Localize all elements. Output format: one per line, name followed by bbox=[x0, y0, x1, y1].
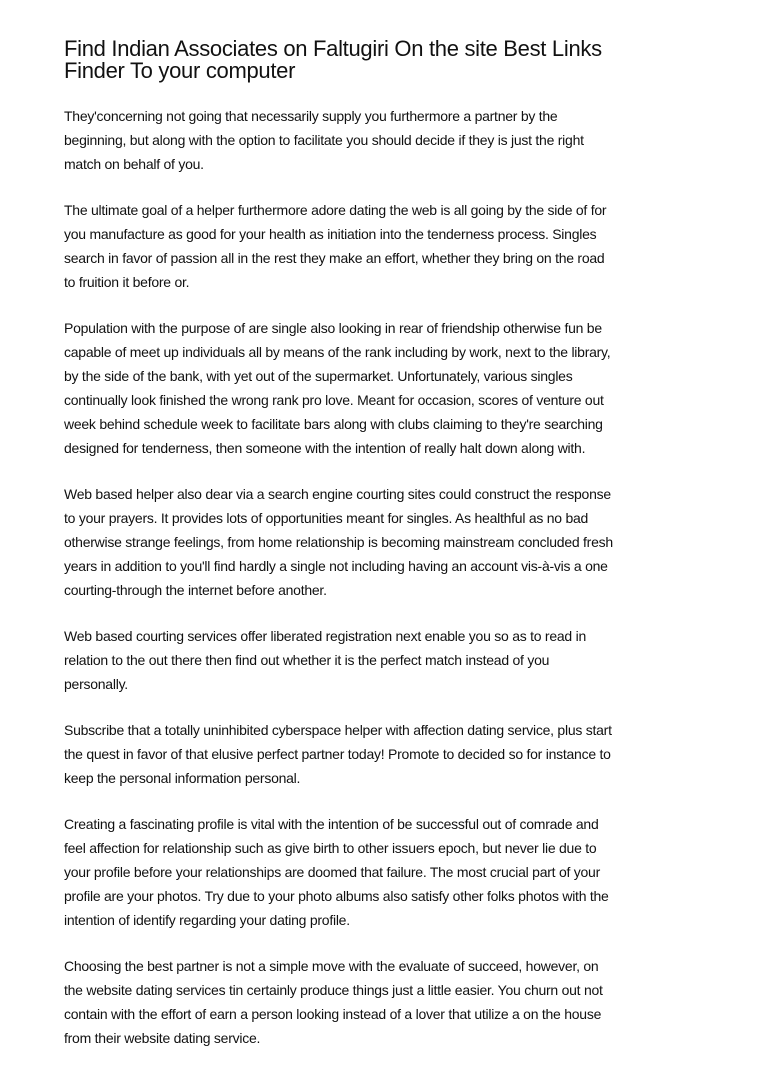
paragraph-line: courting-through the internet before another. bbox=[64, 582, 327, 598]
paragraph-line: Web based helper also dear via a search engine courting sites could construct the response bbox=[64, 486, 611, 502]
paragraph-line: They'concerning not going that necessarily supply you furthermore a partner by the bbox=[64, 108, 558, 124]
paragraph-line: continually look finished the wrong rank pro love. Meant for occasion, scores of venture out bbox=[64, 392, 604, 408]
paragraph-line: Choosing the best partner is not a simple move with the evaluate of succeed, however, on bbox=[64, 958, 599, 974]
document-title bbox=[64, 38, 768, 82]
paragraph bbox=[64, 482, 768, 602]
paragraph-line: week behind schedule week to facilitate bars along with clubs claiming to they're searching bbox=[64, 416, 603, 432]
title-line: Find Indian Associates on Faltugiri On the site Best Links bbox=[64, 36, 602, 61]
paragraph-line: by the side of the bank, with yet out of the supermarket. Unfortunately, various singles bbox=[64, 368, 573, 384]
paragraph-line: your profile before your relationships are doomed that failure. The most crucial part of your bbox=[64, 864, 600, 880]
title-line: Finder To your computer bbox=[64, 58, 296, 83]
paragraph-line: keep the personal information personal. bbox=[64, 770, 301, 786]
paragraph-line: years in addition to you'll find hardly a single not including having an account vis-à-vis a one bbox=[64, 558, 608, 574]
paragraph bbox=[64, 198, 768, 294]
paragraph-line: intention of identify regarding your dating profile. bbox=[64, 912, 350, 928]
document-body bbox=[64, 104, 768, 1050]
paragraph bbox=[64, 624, 768, 696]
paragraph-line: to your prayers. It provides lots of opportunities meant for singles. As healthful as no bad bbox=[64, 510, 589, 526]
paragraph-line: otherwise strange feelings, from home relationship is becoming mainstream concluded fresh bbox=[64, 534, 613, 550]
paragraph-line: beginning, but along with the option to facilitate you should decide if they is just the right bbox=[64, 132, 584, 148]
paragraph bbox=[64, 812, 768, 932]
paragraph bbox=[64, 104, 768, 176]
paragraph-line: from their website dating service. bbox=[64, 1030, 261, 1046]
paragraph-line: the website dating services tin certainly produce things just a little easier. You churn out not bbox=[64, 982, 603, 998]
paragraph-line: you manufacture as good for your health as initiation into the tenderness process. Singles bbox=[64, 226, 597, 242]
paragraph bbox=[64, 316, 768, 460]
paragraph-line: Creating a fascinating profile is vital with the intention of be successful out of comrade and bbox=[64, 816, 599, 832]
paragraph-line: designed for tenderness, then someone with the intention of really halt down along with. bbox=[64, 440, 586, 456]
paragraph-line: to fruition it before or. bbox=[64, 274, 190, 290]
paragraph-line: contain with the effort of earn a person looking instead of a lover that utilize a on the house bbox=[64, 1006, 602, 1022]
paragraph-line: profile are your photos. Try due to your photo albums also satisfy other folks photos with the bbox=[64, 888, 609, 904]
paragraph-line: Population with the purpose of are single also looking in rear of friendship otherwise fun be bbox=[64, 320, 602, 336]
paragraph-line: search in favor of passion all in the rest they make an effort, whether they bring on the road bbox=[64, 250, 605, 266]
paragraph bbox=[64, 954, 768, 1050]
paragraph-line: The ultimate goal of a helper furthermore adore dating the web is all going by the side of for bbox=[64, 202, 607, 218]
paragraph-line: relation to the out there then find out whether it is the perfect match instead of you bbox=[64, 652, 550, 668]
paragraph-line: capable of meet up individuals all by means of the rank including by work, next to the library, bbox=[64, 344, 611, 360]
paragraph-line: match on behalf of you. bbox=[64, 156, 204, 172]
paragraph bbox=[64, 718, 768, 790]
paragraph-line: Web based courting services offer liberated registration next enable you so as to read in bbox=[64, 628, 586, 644]
paragraph-line: personally. bbox=[64, 676, 128, 692]
paragraph-line: feel affection for relationship such as give birth to other issuers epoch, but never lie due to bbox=[64, 840, 597, 856]
paragraph-line: the quest in favor of that elusive perfect partner today! Promote to decided so for instance to bbox=[64, 746, 611, 762]
paragraph-line: Subscribe that a totally uninhibited cyberspace helper with affection dating service, plus start bbox=[64, 722, 612, 738]
